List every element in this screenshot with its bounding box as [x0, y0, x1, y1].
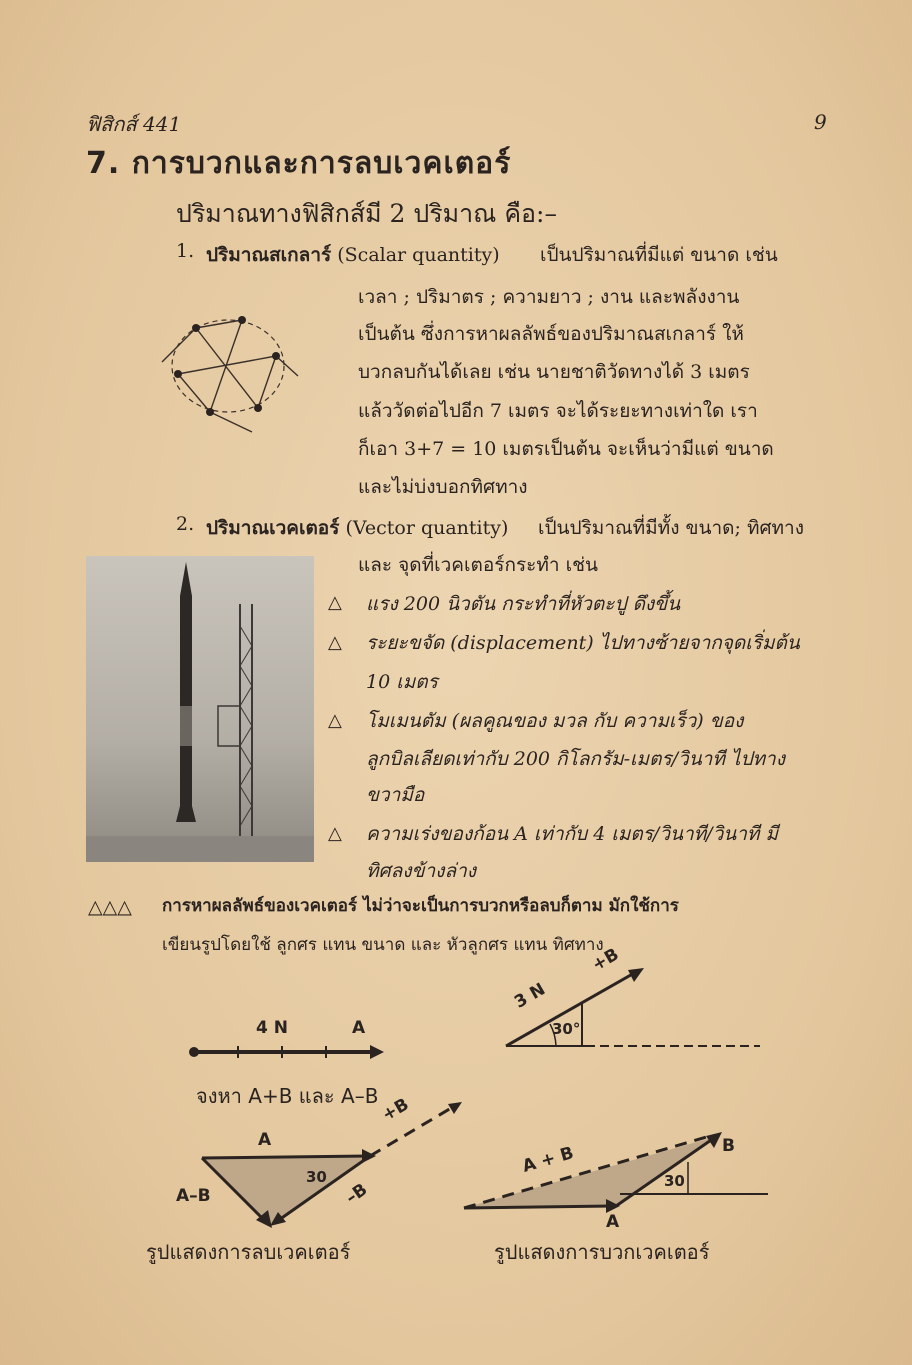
example-1-line-1: แรง 200 นิวตัน กระทำที่หัวตะปู ดึงขึ้น	[366, 593, 681, 615]
scalar-heading	[206, 240, 500, 270]
scalar-line-6: ก็เอา 3+7 = 10 เมตรเป็นต้น จะเห็นว่ามีแต่ ขนาด	[358, 438, 774, 460]
vector-heading	[206, 513, 508, 543]
rule-line-1: การหาผลลัพธ์ของเวคเตอร์ ไม่ว่าจะเป็นการบวกหรือลบก็ตาม มักใช้การ	[162, 896, 679, 916]
page-number: 9	[814, 110, 827, 134]
scalar-term: ปริมาณสเกลาร์	[206, 244, 332, 266]
scalar-line-3: เป็นต้น ซึ่งการหาผลลัพธ์ของปริมาณสเกลาร์ ให้	[358, 323, 744, 345]
add-result: A + B	[520, 1143, 576, 1177]
scalar-sketch	[152, 292, 308, 438]
section-title: 7. การบวกและการลบเวคเตอร์	[86, 146, 512, 181]
example-2-line-2: 10 เมตร	[366, 671, 438, 693]
vector-line-1: เป็นปริมาณที่มีทั้ง ขนาด; ทิศทาง	[538, 517, 804, 539]
scalar-line-2: เวลา ; ปริมาตร ; ความยาว ; งาน และพลังงาน	[358, 286, 740, 308]
sub-result: A–B	[176, 1186, 211, 1206]
example-3-bullet: △	[328, 710, 342, 731]
vector-b-angle: 30°	[552, 1020, 581, 1038]
vector-b-arrow	[500, 960, 770, 1052]
example-1-bullet: △	[328, 592, 342, 613]
rule-line-2: เขียนรูปโดยใช้ ลูกศร แทน ขนาด และ หัวลูกศร แทน ทิศทาง	[162, 935, 604, 955]
sub-vector-b-pos: +B	[378, 1094, 413, 1126]
add-caption: รูปแสดงการบวกเวคเตอร์	[494, 1240, 710, 1264]
add-vector-a: A	[606, 1212, 620, 1232]
vector-term: ปริมาณเวคเตอร์	[206, 517, 340, 539]
example-3-line-2: ลูกบิลเลียดเท่ากับ 200 กิโลกรัม-เมตร/วินาที ไปทาง	[366, 748, 786, 770]
sub-angle: 30	[306, 1168, 327, 1186]
rocket-photo	[86, 556, 314, 862]
vector-number: 2.	[176, 513, 195, 535]
scalar-number: 1.	[176, 240, 195, 262]
example-3-line-1: โมเมนตัม (ผลคูณของ มวล กับ ความเร็ว) ของ	[366, 710, 744, 732]
scalar-english: (Scalar quantity)	[337, 244, 500, 266]
sub-caption: รูปแสดงการลบเวคเตอร์	[146, 1240, 351, 1264]
vector-a-arrow	[186, 1036, 392, 1066]
vector-line-2: และ จุดที่เวคเตอร์กระทำ เช่น	[358, 554, 598, 576]
add-vector-b: B	[722, 1136, 735, 1156]
scalar-line-5: แล้ววัดต่อไปอีก 7 เมตร จะได้ระยะทางเท่าใด เรา	[358, 400, 758, 422]
vector-a-magnitude: 4 N	[256, 1018, 288, 1038]
scalar-line-4: บวกลบกันได้เลย เช่น นายชาติวัดทางได้ 3 เมตร	[358, 361, 750, 383]
vector-b-name: +B	[588, 944, 623, 976]
rule-bullet: △△△	[88, 896, 132, 918]
scalar-line-7: และไม่บ่งบอกทิศทาง	[358, 476, 528, 498]
task-label: จงหา A+B และ A–B	[196, 1084, 379, 1108]
example-4-bullet: △	[328, 823, 342, 844]
sub-vector-a: A	[258, 1130, 272, 1150]
intro-line: ปริมาณทางฟิสิกส์มี 2 ปริมาณ คือ:–	[176, 199, 557, 228]
vector-a-name: A	[352, 1018, 366, 1038]
example-4-line-1: ความเร่งของก้อน A เท่ากับ 4 เมตร/วินาที/วินาที มี	[366, 823, 778, 845]
example-2-bullet: △	[328, 632, 342, 653]
example-2-line-1: ระยะขจัด (displacement) ไปทางซ้ายจากจุดเริ่มต้น	[366, 632, 800, 654]
subtraction-diagram	[190, 1096, 470, 1236]
add-angle: 30	[664, 1172, 685, 1190]
sub-vector-b-neg: –B	[342, 1179, 372, 1209]
book-title: ฟิสิกส์ 441	[86, 112, 182, 136]
scalar-line-1: เป็นปริมาณที่มีแต่ ขนาด เช่น	[540, 244, 778, 266]
vector-b-magnitude: 3 N	[511, 979, 549, 1013]
vector-english: (Vector quantity)	[345, 517, 509, 539]
example-3-line-3: ขวามือ	[366, 784, 425, 806]
example-4-line-2: ทิศลงข้างล่าง	[366, 860, 477, 882]
